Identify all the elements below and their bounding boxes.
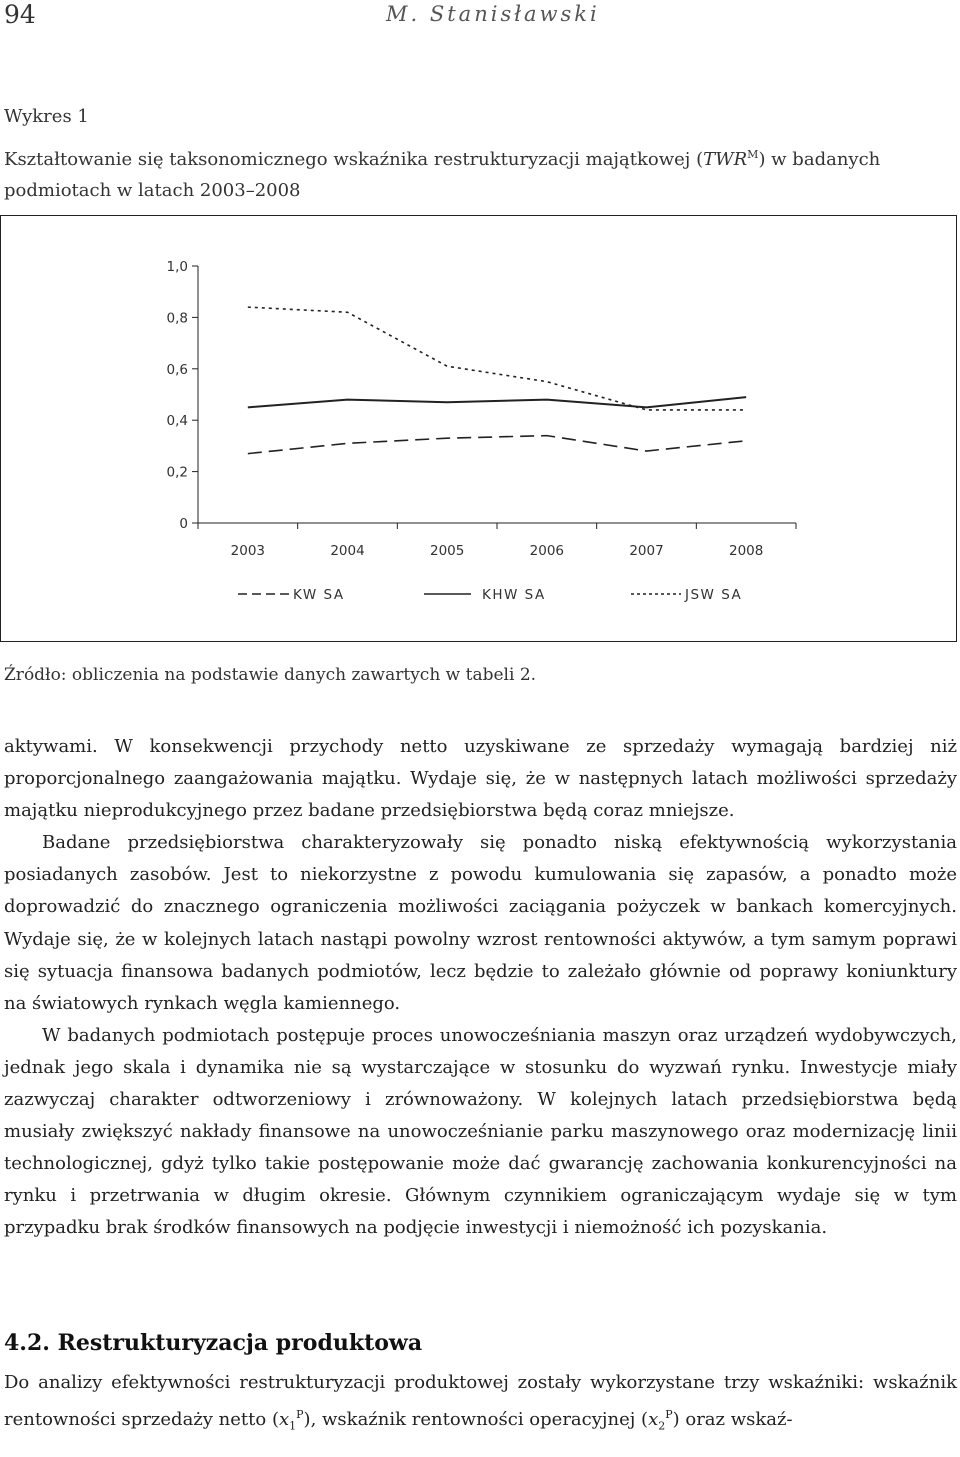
y-tick-label: 0,8 (166, 310, 188, 327)
paragraph: W badanych podmiotach postępuje proces unowocześniania maszyn oraz urządzeń wydobywczych, jednak jego skala i dynamika nie są wystarczające w stosunku do wyzwań rynku. Inwestycje miały zazwyczaj charakter odtworzeniowy i zrównoważony. W kolejnych latach przedsiębiorstwa będą musiały zwiększyć nakłady finansowe na unowocześnianie parku maszynowego oraz modernizację linii technologicznej, gdyż tylko takie postępowanie może dać gwarancję zachowania konkurencyjności na rynku i przetrwania w długim okresie. Głównym czynnikiem ograniczającym wydaje się w tym przypadku brak środków finansowych na podjęcie inwestycji i niemożność ich pozyskania. (4, 1024, 957, 1239)
intro-part3: ) oraz wskaź- (672, 1409, 793, 1430)
x-tick-label: 2006 (529, 543, 565, 559)
series-line-khw-sa (248, 397, 746, 407)
body-text (4, 731, 957, 1245)
symbol-x1: x (278, 1409, 290, 1430)
figure-title-part1: Kształtowanie się taksonomicznego wskaźnika restrukturyzacji majątkowej ( (4, 149, 704, 170)
x-tick-label: 2003 (230, 543, 266, 559)
series-line-jsw-sa (248, 307, 746, 410)
section-heading: 4.2. Restrukturyzacja produktowa (4, 1330, 423, 1356)
paragraph: Badane przedsiębiorstwa charakteryzowały się ponadto niską efektywnością wykorzystania posiadanych zasobów. Jest to niekorzystne z powodu kumulowania się zapasów, a ponadto może doprowadzić do znacznego ograniczenia możliwości zaciągania pożyczek w bankach komercyjnych. Wydaje się, że w kolejnych latach nastąpi powolny wzrost rentowności aktywów, a tym samym poprawi się sytuacja finansowa badanych podmiotów, lecz będzie to zależało głównie od poprawy koniunktury na światowych rynkach węgla kamiennego. (4, 832, 957, 1014)
y-tick-label: 0,2 (166, 464, 188, 481)
figure-title-symbol-sup: M (747, 148, 759, 161)
figure-title (4, 139, 904, 206)
figure-title-part2: ) w badanych podmiotach w latach 2003–2008 (4, 149, 881, 201)
series-line-kw-sa (248, 436, 746, 454)
symbol-x2: x (648, 1409, 659, 1430)
symbol-x1-sup: P (296, 1408, 304, 1421)
intro-part1: Do analizy efektywności restrukturyzacji produktowej zostały wykorzystane trzy wskaźniki: wskaźnik rentowności sprzedaży netto ( (4, 1372, 957, 1430)
y-tick-label: 1,0 (166, 259, 188, 275)
legend-label: KW SA (293, 587, 345, 603)
page-number: 94 (4, 0, 36, 29)
x-tick-label: 2004 (330, 543, 365, 559)
y-tick-label: 0,6 (166, 361, 188, 378)
x-tick-label: 2007 (629, 543, 664, 559)
y-tick-label: 0,4 (166, 413, 188, 430)
symbol-x1-sub: 1 (289, 1419, 297, 1433)
legend-label: KHW SA (482, 587, 546, 603)
intro-part2: ), wskaźnik rentowności operacyjnej ( (303, 1409, 649, 1430)
legend-label: JSW SA (685, 587, 743, 603)
x-tick-label: 2008 (728, 543, 764, 559)
line-chart (1, 216, 956, 641)
figure-title-symbol: TWR (703, 149, 748, 170)
x-tick-label: 2005 (429, 543, 465, 559)
paragraph: aktywami. W konsekwencji przychody netto uzyskiwane ze sprzedaży wymagają bardziej niż proporcjonalnego zaangażowania majątku. Wydaje się, że w następnych latach możliwości sprzedaży majątku nieprodukcyjnego przez badane przedsiębiorstwa będą coraz mniejsze. (4, 736, 957, 822)
figure-label: Wykres 1 (4, 106, 89, 127)
symbol-x2-sub: 2 (658, 1419, 666, 1433)
chart-frame (0, 215, 957, 642)
y-tick-label: 0 (179, 516, 188, 532)
symbol-x2-sup: P (665, 1408, 673, 1421)
section-intro (4, 1367, 957, 1443)
running-header-author: M. Stanisławski (386, 2, 600, 26)
figure-source: Źródło: obliczenia na podstawie danych zawartych w tabeli 2. (4, 665, 537, 685)
